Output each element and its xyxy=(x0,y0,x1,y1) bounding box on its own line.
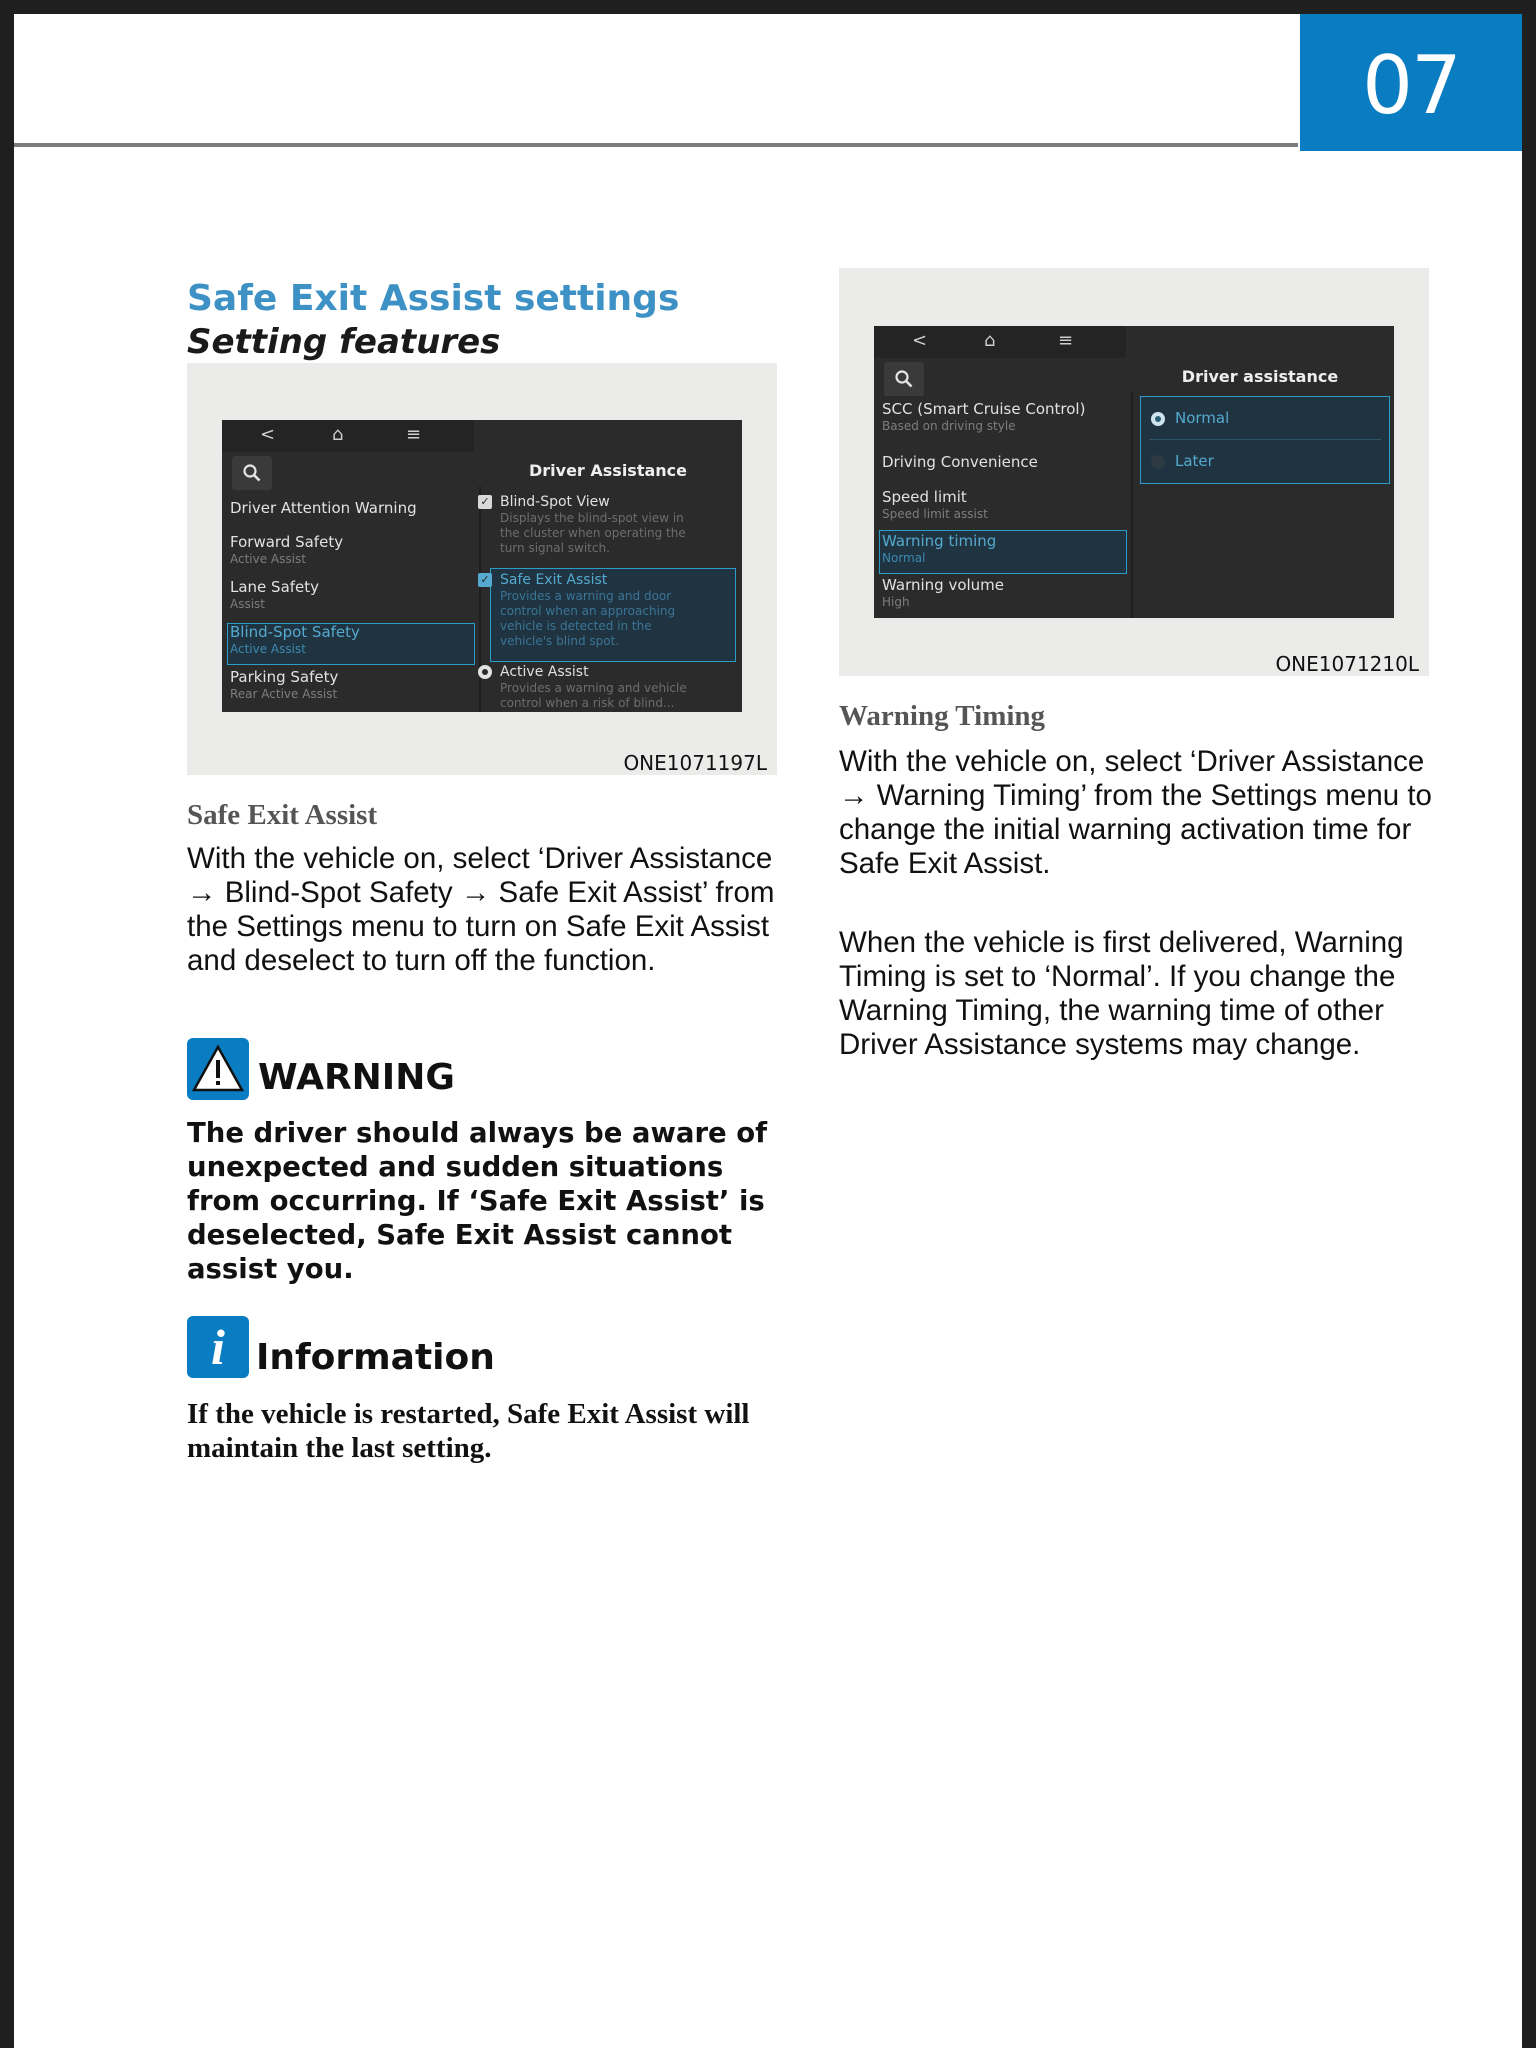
menu-item: Lane Safety Assist xyxy=(230,578,320,611)
information-icon: i xyxy=(187,1316,249,1378)
back-icon: < xyxy=(260,424,276,445)
menu-item: Driver Attention Warning xyxy=(230,499,417,517)
option-blind-spot-view: ✓ Blind-Spot View Displays the blind-spot view in the cluster when operating the turn signal switch. xyxy=(500,494,705,556)
figure-warning-timing xyxy=(839,268,1429,676)
menu-icon: ≡ xyxy=(1058,330,1074,351)
screen-header: Driver assistance xyxy=(1181,367,1339,386)
safe-exit-heading: Safe Exit Assist xyxy=(187,799,378,831)
search-icon xyxy=(884,362,924,396)
timing-options xyxy=(1140,396,1390,484)
header-rule xyxy=(14,143,1298,147)
warning-timing-paragraph-2: When the vehicle is first delivered, Warning Timing is set to ‘Normal’. If you change the Warning Timing, the warning time of other Driver Assistance systems may change. xyxy=(839,926,1404,1061)
warning-triangle-icon xyxy=(187,1038,249,1100)
infotainment-screen xyxy=(222,420,742,712)
home-icon: ⌂ xyxy=(984,330,996,351)
warning-timing-paragraph-1: With the vehicle on, select ‘Driver Assistance → Warning Timing’ from the Settings menu to change the initial warning activation time for Safe Exit Assist. xyxy=(839,745,1432,880)
information-title: Information xyxy=(256,1337,495,1378)
radio-off-icon xyxy=(1151,455,1165,469)
section-title: Safe Exit Assist settings xyxy=(187,278,680,319)
menu-item: Warning volume High xyxy=(882,576,1005,609)
menu-item: Forward Safety Active Assist xyxy=(230,533,344,566)
menu-item: Driving Convenience xyxy=(882,453,1038,471)
screen-topbar xyxy=(222,420,474,452)
radio-on-icon xyxy=(1151,412,1165,426)
information-text: If the vehicle is restarted, Safe Exit Assist will maintain the last setting. xyxy=(187,1398,750,1464)
menu-item: Speed limit Speed limit assist xyxy=(882,488,988,521)
checkbox-icon: ✓ xyxy=(478,495,492,509)
menu-item: Blind-Spot Safety Active Assist xyxy=(230,623,360,656)
menu-icon: ≡ xyxy=(406,424,422,445)
manual-page xyxy=(14,14,1522,2048)
back-icon: < xyxy=(912,330,928,351)
choice-separator xyxy=(1149,439,1381,440)
figure-code: ONE1071210L xyxy=(1275,652,1419,676)
figure-code: ONE1071197L xyxy=(623,751,767,775)
home-icon: ⌂ xyxy=(332,424,344,445)
warning-text: The driver should always be aware of unexpected and sudden situations from occurring. If ‘Safe Exit Assist’ is deselected, Safe Exit Assist cannot assist you. xyxy=(187,1117,768,1285)
menu-item: SCC (Smart Cruise Control) Based on driving style xyxy=(882,400,1086,433)
section-subtitle: Setting features xyxy=(187,322,501,362)
checkbox-icon: ✓ xyxy=(478,573,492,587)
screen-header: Driver Assistance xyxy=(528,461,687,480)
option-safe-exit-assist: ✓ Safe Exit Assist Provides a warning and door control when an approaching vehicle is detected in the vehicle's blind spot. xyxy=(500,572,705,649)
option-active-assist: Active Assist Provides a warning and vehicle control when a risk of blind... xyxy=(500,664,705,711)
screen-topbar xyxy=(874,326,1126,358)
search-icon xyxy=(232,456,272,490)
infotainment-screen xyxy=(874,326,1394,618)
safe-exit-paragraph: With the vehicle on, select ‘Driver Assistance → Blind-Spot Safety → Safe Exit Assist’ from the Settings menu to turn on Safe Exit Assist and deselect to turn off the function. xyxy=(187,842,775,977)
warning-title: WARNING xyxy=(258,1057,455,1098)
choice-later: Later xyxy=(1151,452,1214,470)
choice-normal: Normal xyxy=(1151,409,1229,427)
warning-timing-heading: Warning Timing xyxy=(839,700,1046,732)
screen-divider xyxy=(1131,392,1133,618)
menu-item: Warning timing Normal xyxy=(882,532,997,565)
menu-item: Parking Safety Rear Active Assist xyxy=(230,668,339,701)
radio-icon xyxy=(478,665,492,679)
figure-blind-spot-settings xyxy=(187,363,777,775)
chapter-tab: 07 xyxy=(1300,14,1522,151)
